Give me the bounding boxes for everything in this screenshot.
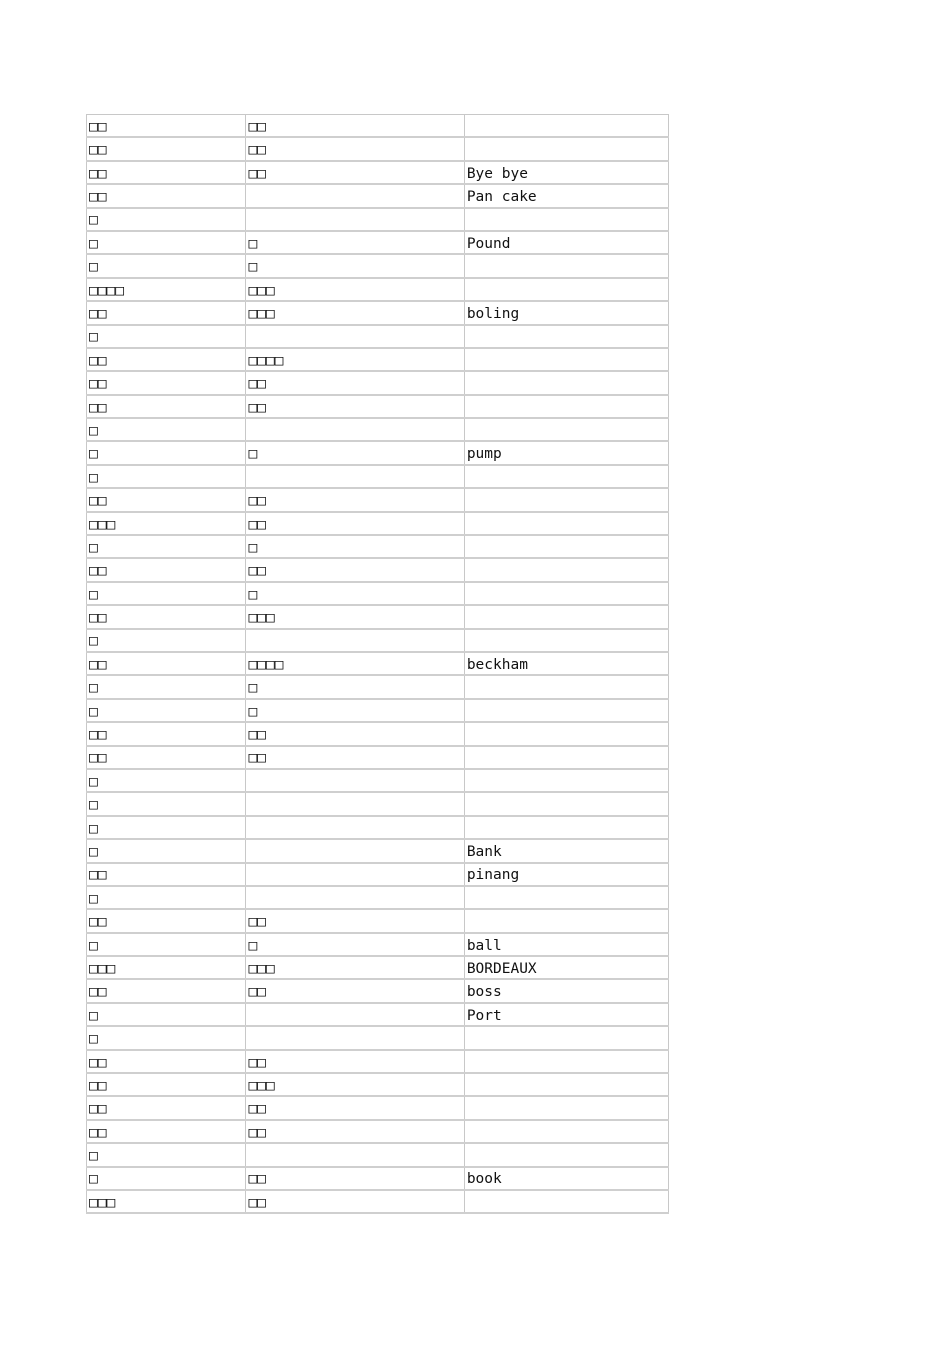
original-term-cell: [87, 1167, 246, 1190]
english-term-text: ball: [466, 937, 502, 954]
english-term-cell: [464, 441, 668, 464]
original-term-cell: [87, 792, 246, 815]
phonetic-term-cell: [246, 558, 464, 581]
phonetic-term-cell: [246, 605, 464, 628]
original-term-cell: [87, 582, 246, 605]
english-term-cell: [464, 746, 668, 769]
table-row: [87, 558, 669, 581]
original-term-text: □: [89, 446, 98, 463]
phonetic-term-text: □: [248, 703, 258, 720]
phonetic-term-cell: [246, 746, 464, 769]
original-term-text: □□: [89, 610, 107, 627]
original-term-cell: [87, 746, 246, 769]
english-term-cell: [464, 161, 668, 184]
phonetic-term-text: □□: [248, 727, 266, 744]
english-term-cell: [464, 1003, 668, 1026]
phonetic-term-text: □□□□: [248, 352, 284, 369]
original-term-text: □□: [89, 1054, 107, 1071]
phonetic-term-cell: [246, 839, 464, 862]
english-term-cell: [464, 558, 668, 581]
table-row: [87, 605, 669, 628]
english-term-cell: [464, 465, 668, 488]
phonetic-term-text: □□□: [248, 960, 275, 977]
english-term-cell: [464, 582, 668, 605]
table-row: [87, 348, 669, 371]
phonetic-term-text: □□: [248, 1171, 266, 1188]
phonetic-term-text: □□: [248, 376, 266, 393]
table-row: [87, 956, 669, 979]
english-term-text: Bank: [466, 844, 502, 860]
original-term-cell: [87, 395, 246, 418]
original-term-cell: [87, 1073, 246, 1096]
table-row: [87, 582, 669, 605]
original-term-cell: [87, 208, 246, 231]
phonetic-term-text: □□: [248, 516, 266, 533]
original-term-text: □□: [89, 352, 107, 369]
phonetic-term-cell: [246, 933, 464, 956]
table-row: [87, 418, 669, 441]
phonetic-term-text: □: [248, 259, 258, 276]
phonetic-term-text: □□□: [248, 306, 275, 323]
table-row: [87, 886, 669, 909]
original-term-cell: [87, 558, 246, 581]
original-term-text: □: [89, 235, 98, 252]
english-term-cell: [464, 371, 668, 394]
english-term-text: boss: [466, 984, 502, 1001]
original-term-cell: [87, 933, 246, 956]
table-row: [87, 933, 669, 956]
original-term-cell: [87, 699, 246, 722]
original-term-cell: [87, 722, 246, 745]
table-row: [87, 1003, 669, 1026]
english-term-text: pump: [466, 446, 502, 463]
word-table-body: [87, 115, 669, 1214]
table-row: [87, 395, 669, 418]
phonetic-term-cell: [246, 1003, 464, 1026]
original-term-cell: [87, 652, 246, 675]
original-term-text: □□: [89, 727, 107, 744]
original-term-cell: [87, 1050, 246, 1073]
english-term-cell: [464, 395, 668, 418]
table-row: [87, 278, 669, 301]
original-term-text: □: [89, 797, 98, 814]
original-term-cell: [87, 1120, 246, 1143]
phonetic-term-cell: [246, 629, 464, 652]
english-term-cell: [464, 488, 668, 511]
original-term-cell: [87, 488, 246, 511]
phonetic-term-text: □: [248, 586, 258, 603]
original-term-text: □□□□: [89, 282, 124, 299]
phonetic-term-cell: [246, 886, 464, 909]
phonetic-term-text: □□□: [248, 1077, 275, 1094]
original-term-text: □□: [89, 142, 107, 159]
table-row: [87, 863, 669, 886]
phonetic-term-cell: [246, 278, 464, 301]
table-row: [87, 1096, 669, 1119]
original-term-cell: [87, 839, 246, 862]
english-term-text: boling: [466, 306, 520, 323]
original-term-cell: [87, 1190, 246, 1213]
table-row: [87, 208, 669, 231]
phonetic-term-text: □□: [248, 563, 266, 580]
english-term-cell: [464, 115, 668, 138]
phonetic-term-cell: [246, 1167, 464, 1190]
english-term-cell: [464, 1120, 668, 1143]
table-row: [87, 1026, 669, 1049]
phonetic-term-cell: [246, 115, 464, 138]
original-term-text: □: [89, 329, 98, 346]
phonetic-term-cell: [246, 418, 464, 441]
phonetic-term-text: □□: [248, 1101, 266, 1118]
phonetic-term-cell: [246, 1026, 464, 1049]
original-term-text: □□: [89, 493, 107, 510]
original-term-cell: [87, 254, 246, 277]
phonetic-term-cell: [246, 161, 464, 184]
original-term-text: □: [89, 703, 98, 720]
original-term-cell: [87, 301, 246, 324]
original-term-cell: [87, 441, 246, 464]
phonetic-term-cell: [246, 699, 464, 722]
phonetic-term-cell: [246, 301, 464, 324]
phonetic-term-cell: [246, 722, 464, 745]
phonetic-term-text: □□: [248, 914, 266, 931]
english-term-text: beckham: [466, 656, 528, 673]
table-row: [87, 1167, 669, 1190]
phonetic-term-cell: [246, 325, 464, 348]
original-term-cell: [87, 1096, 246, 1119]
original-term-text: □: [89, 937, 98, 954]
table-row: [87, 1190, 669, 1213]
phonetic-term-text: □□: [248, 1194, 266, 1211]
word-table: [86, 114, 669, 1214]
table-row: [87, 909, 669, 932]
english-term-cell: [464, 863, 668, 886]
original-term-cell: [87, 979, 246, 1002]
table-row: [87, 746, 669, 769]
phonetic-term-cell: [246, 535, 464, 558]
english-term-cell: [464, 956, 668, 979]
phonetic-term-cell: [246, 488, 464, 511]
english-term-cell: [464, 933, 668, 956]
english-term-cell: [464, 348, 668, 371]
phonetic-term-cell: [246, 769, 464, 792]
table-row: [87, 254, 669, 277]
english-term-cell: [464, 301, 668, 324]
original-term-text: □□: [89, 165, 107, 182]
english-term-text: Port: [466, 1007, 502, 1024]
english-term-cell: [464, 1167, 668, 1190]
original-term-text: □: [89, 680, 98, 697]
table-row: [87, 816, 669, 839]
table-row: [87, 839, 669, 862]
english-term-text: Pan cake: [466, 189, 537, 206]
phonetic-term-cell: [246, 371, 464, 394]
phonetic-term-cell: [246, 1096, 464, 1119]
english-term-cell: [464, 675, 668, 698]
phonetic-term-cell: [246, 231, 464, 254]
original-term-text: □: [89, 539, 98, 556]
table-row: [87, 699, 669, 722]
original-term-cell: [87, 137, 246, 160]
original-term-cell: [87, 909, 246, 932]
original-term-text: □□: [89, 1077, 107, 1094]
english-term-cell: [464, 208, 668, 231]
phonetic-term-text: □□: [248, 493, 266, 510]
english-term-cell: [464, 137, 668, 160]
phonetic-term-text: □□: [248, 118, 266, 135]
original-term-text: □□: [89, 750, 107, 767]
original-term-text: □: [89, 1031, 98, 1048]
original-term-text: □: [89, 1148, 98, 1165]
english-term-cell: [464, 909, 668, 932]
phonetic-term-cell: [246, 441, 464, 464]
table-row: [87, 769, 669, 792]
table-row: [87, 1050, 669, 1073]
original-term-text: □□: [89, 306, 107, 323]
table-row: [87, 301, 669, 324]
original-term-text: □: [89, 586, 98, 603]
original-term-text: □: [89, 633, 98, 650]
original-term-text: □□: [89, 563, 107, 580]
phonetic-term-cell: [246, 979, 464, 1002]
table-row: [87, 465, 669, 488]
english-term-cell: [464, 605, 668, 628]
original-term-text: □□: [89, 914, 107, 931]
phonetic-term-cell: [246, 137, 464, 160]
english-term-cell: [464, 418, 668, 441]
table-row: [87, 512, 669, 535]
table-row: [87, 488, 669, 511]
phonetic-term-text: □□□: [248, 282, 275, 299]
english-term-cell: [464, 979, 668, 1002]
table-row: [87, 1073, 669, 1096]
phonetic-term-text: □□: [248, 399, 266, 416]
phonetic-term-cell: [246, 816, 464, 839]
original-term-cell: [87, 605, 246, 628]
original-term-text: □□: [89, 189, 107, 206]
table-row: [87, 629, 669, 652]
original-term-cell: [87, 161, 246, 184]
original-term-cell: [87, 675, 246, 698]
table-row: [87, 231, 669, 254]
phonetic-term-text: □: [248, 539, 258, 556]
table-row: [87, 792, 669, 815]
phonetic-term-text: □□: [248, 165, 266, 182]
original-term-text: □□: [89, 984, 107, 1001]
table-row: [87, 1143, 669, 1166]
phonetic-term-cell: [246, 208, 464, 231]
english-term-text: Bye bye: [466, 165, 528, 182]
original-term-cell: [87, 231, 246, 254]
original-term-cell: [87, 1143, 246, 1166]
english-term-text: pinang: [466, 867, 520, 884]
english-term-cell: [464, 1026, 668, 1049]
table-row: [87, 1120, 669, 1143]
original-term-text: □: [89, 820, 98, 837]
phonetic-term-cell: [246, 395, 464, 418]
english-term-cell: [464, 1096, 668, 1119]
original-term-text: □: [89, 422, 98, 439]
phonetic-term-cell: [246, 956, 464, 979]
english-term-cell: [464, 839, 668, 862]
phonetic-term-cell: [246, 1143, 464, 1166]
english-term-text: book: [466, 1171, 502, 1188]
original-term-cell: [87, 512, 246, 535]
phonetic-term-text: □□: [248, 750, 266, 767]
english-term-cell: [464, 816, 668, 839]
table-row: [87, 441, 669, 464]
english-term-cell: [464, 792, 668, 815]
original-term-text: □: [89, 1007, 98, 1024]
phonetic-term-text: □□□□: [248, 656, 284, 673]
table-row: [87, 652, 669, 675]
original-term-cell: [87, 184, 246, 207]
original-term-cell: [87, 1026, 246, 1049]
original-term-cell: [87, 629, 246, 652]
table-row: [87, 115, 669, 138]
original-term-cell: [87, 863, 246, 886]
original-term-cell: [87, 816, 246, 839]
phonetic-term-text: □: [248, 937, 258, 954]
english-term-cell: [464, 1190, 668, 1213]
original-term-text: □□□: [89, 960, 116, 977]
original-term-cell: [87, 1003, 246, 1026]
original-term-text: □: [89, 844, 98, 860]
original-term-text: □□: [89, 656, 107, 673]
english-term-cell: [464, 1073, 668, 1096]
original-term-text: □: [89, 212, 98, 229]
original-term-cell: [87, 886, 246, 909]
phonetic-term-text: □: [248, 235, 258, 252]
original-term-text: □□: [89, 1124, 107, 1141]
phonetic-term-text: □□: [248, 1054, 266, 1071]
phonetic-term-cell: [246, 348, 464, 371]
english-term-cell: [464, 231, 668, 254]
phonetic-term-cell: [246, 863, 464, 886]
original-term-text: □□□: [89, 1194, 116, 1211]
original-term-cell: [87, 769, 246, 792]
english-term-cell: [464, 254, 668, 277]
phonetic-term-cell: [246, 792, 464, 815]
english-term-cell: [464, 1050, 668, 1073]
english-term-cell: [464, 629, 668, 652]
phonetic-term-cell: [246, 1120, 464, 1143]
phonetic-term-cell: [246, 1073, 464, 1096]
phonetic-term-cell: [246, 465, 464, 488]
english-term-text: BORDEAUX: [466, 960, 537, 977]
original-term-text: □□□: [89, 516, 116, 533]
table-row: [87, 371, 669, 394]
phonetic-term-text: □□: [248, 142, 266, 159]
phonetic-term-cell: [246, 909, 464, 932]
original-term-cell: [87, 115, 246, 138]
phonetic-term-cell: [246, 1050, 464, 1073]
original-term-cell: [87, 325, 246, 348]
phonetic-term-cell: [246, 652, 464, 675]
original-term-text: □: [89, 259, 98, 276]
english-term-cell: [464, 325, 668, 348]
phonetic-term-text: □: [248, 680, 258, 697]
table-row: [87, 979, 669, 1002]
original-term-text: □□: [89, 1101, 107, 1118]
english-term-cell: [464, 699, 668, 722]
english-term-cell: [464, 769, 668, 792]
phonetic-term-text: □□: [248, 984, 266, 1001]
english-term-cell: [464, 1143, 668, 1166]
english-term-cell: [464, 652, 668, 675]
original-term-text: □: [89, 773, 98, 790]
phonetic-term-cell: [246, 1190, 464, 1213]
table-row: [87, 184, 669, 207]
original-term-cell: [87, 956, 246, 979]
table-row: [87, 161, 669, 184]
original-term-cell: [87, 465, 246, 488]
original-term-cell: [87, 418, 246, 441]
table-row: [87, 325, 669, 348]
original-term-cell: [87, 535, 246, 558]
phonetic-term-cell: [246, 254, 464, 277]
table-row: [87, 675, 669, 698]
english-term-cell: [464, 722, 668, 745]
table-row: [87, 722, 669, 745]
original-term-cell: [87, 278, 246, 301]
english-term-cell: [464, 886, 668, 909]
english-term-cell: [464, 184, 668, 207]
original-term-text: □□: [89, 867, 107, 884]
original-term-text: □□: [89, 399, 107, 416]
phonetic-term-cell: [246, 512, 464, 535]
original-term-text: □: [89, 890, 98, 907]
phonetic-term-text: □: [248, 446, 258, 463]
english-term-cell: [464, 512, 668, 535]
original-term-cell: [87, 348, 246, 371]
phonetic-term-cell: [246, 675, 464, 698]
original-term-cell: [87, 371, 246, 394]
original-term-text: □□: [89, 118, 107, 135]
phonetic-term-cell: [246, 582, 464, 605]
original-term-text: □□: [89, 376, 107, 393]
english-term-cell: [464, 535, 668, 558]
original-term-text: □: [89, 469, 98, 486]
english-term-text: Pound: [466, 235, 511, 252]
table-row: [87, 137, 669, 160]
english-term-cell: [464, 278, 668, 301]
phonetic-term-cell: [246, 184, 464, 207]
phonetic-term-text: □□: [248, 1124, 266, 1141]
table-row: [87, 535, 669, 558]
phonetic-term-text: □□□: [248, 610, 275, 627]
original-term-text: □: [89, 1171, 98, 1188]
